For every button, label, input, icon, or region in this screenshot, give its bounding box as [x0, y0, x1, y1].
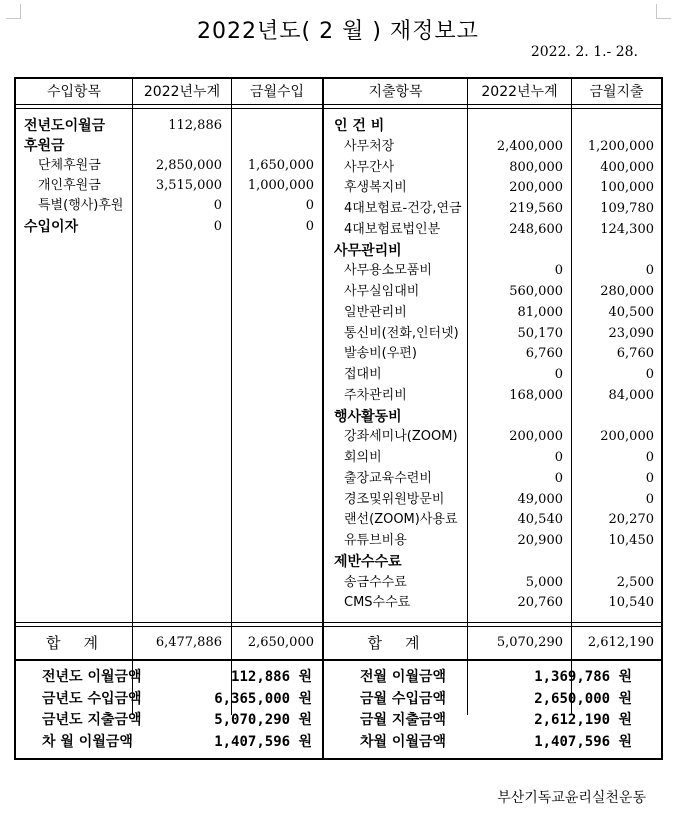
- expense-item-cumulative: 200,000: [509, 429, 563, 445]
- expense-item-cumulative: [468, 407, 563, 427]
- expense-item-month: 109,780: [600, 201, 654, 216]
- expense-item-month: 23,090: [608, 325, 654, 341]
- summary-left-value: 1,407,596 원: [214, 733, 312, 750]
- expense-item-label: 사무관리비: [334, 242, 402, 259]
- expense-item-month: 2,500: [616, 574, 654, 590]
- totals-separator: [16, 622, 661, 627]
- summary-left-value: 112,886 원: [231, 669, 312, 685]
- expense-item-label: 랜선(ZOOM)사용료: [344, 512, 458, 528]
- expense-item-label: 통신비(전화,인터넷): [344, 325, 459, 341]
- expense-item-cumulative: 200,000: [509, 180, 563, 196]
- expense-item-label: 제반수수료: [334, 553, 402, 570]
- expense-item-label: 주차관리비: [344, 387, 407, 403]
- expense-item-month: [572, 241, 654, 261]
- expense-total-cumulative: 5,070,290: [496, 635, 563, 650]
- expense-item-month: 40,500: [608, 304, 654, 320]
- income-item-cumulative: [133, 136, 222, 156]
- report-period: 2022. 2. 1.- 28.: [530, 44, 638, 60]
- income-item-month: 1,000,000: [247, 178, 314, 193]
- income-item-month: [232, 136, 314, 156]
- summary-left-label: 금년도 지출금액: [42, 712, 142, 728]
- expense-item-label: 인 건 비: [334, 118, 385, 134]
- expense-item-month: 1,200,000: [587, 138, 654, 154]
- expense-item-month: 100,000: [600, 180, 654, 196]
- summary-right-label: 금월 수입금액: [360, 690, 447, 707]
- summary-left-value: 6,365,000 원: [214, 690, 312, 707]
- expense-item-cumulative: 20,760: [517, 595, 563, 611]
- income-item-cumulative: 2,850,000: [155, 158, 222, 173]
- expense-total-label: 합 계: [367, 634, 424, 652]
- income-item-cumulative: 3,515,000: [155, 178, 222, 193]
- expense-item-label: 회의비: [344, 450, 382, 465]
- expense-item-month: [572, 116, 654, 136]
- report-title: 2022년도( 2 월 ) 재정보고: [197, 19, 479, 44]
- expense-item-month: 400,000: [600, 159, 654, 175]
- organization-name: 부산기독교윤리실천운동: [497, 790, 646, 806]
- income-item-label: 수입이자: [24, 219, 79, 235]
- expense-item-month: 84,000: [608, 387, 654, 403]
- income-item-cumulative: 0: [213, 219, 222, 234]
- expense-item-label: 강좌세미나(ZOOM): [344, 429, 458, 445]
- expense-item-month: 200,000: [600, 429, 654, 445]
- expense-item-cumulative: 0: [554, 263, 563, 279]
- expense-item-label: 사무간사: [344, 159, 395, 175]
- summary-right-value: 2,650,000 원: [534, 690, 632, 707]
- expense-item-month: 0: [645, 450, 654, 465]
- income-item-label: 특별(행사)후원: [38, 198, 124, 213]
- summary-right-label: 금월 지출금액: [360, 712, 447, 728]
- summary-left-label: 금년도 수입금액: [42, 690, 142, 707]
- expense-item-month: 0: [645, 367, 654, 382]
- expense-item-month: 0: [645, 470, 654, 486]
- expense-item-cumulative: 0: [554, 470, 563, 486]
- expense-item-label: 행사활동비: [334, 408, 402, 425]
- expense-item-label: 사무용소모품비: [344, 263, 432, 279]
- expense-item-month: 6,760: [616, 346, 654, 362]
- expense-item-cumulative: 20,900: [517, 533, 563, 548]
- expense-item-label: 일반관리비: [344, 304, 407, 320]
- income-item-cumulative: 112,886: [168, 118, 222, 133]
- expense-item-label: 경조및위원방문비: [344, 491, 445, 507]
- finance-table: [14, 77, 663, 760]
- expense-item-cumulative: 168,000: [509, 387, 563, 403]
- center-divider: [322, 79, 324, 760]
- income-item-month: 0: [305, 198, 314, 213]
- income-total-label: 합 계: [46, 634, 102, 652]
- income-item-month: [232, 116, 314, 136]
- income-item-label: 전년도이월금: [24, 118, 106, 134]
- expense-item-month: 10,450: [608, 533, 654, 548]
- expense-item-month: 10,540: [608, 595, 654, 611]
- expense-item-cumulative: [468, 552, 563, 572]
- expense-item-cumulative: 219,560: [509, 201, 563, 216]
- header-expense-item: 지출항목: [368, 84, 423, 100]
- expense-item-cumulative: 49,000: [517, 491, 563, 507]
- header-expense-cumulative: 2022년누계: [481, 84, 558, 100]
- summary-right-value: 2,612,190 원: [534, 712, 632, 728]
- expense-item-label: 사무실임대비: [344, 284, 420, 299]
- header-income-cumulative: 2022년누계: [143, 84, 221, 100]
- expense-item-cumulative: 50,170: [517, 325, 563, 341]
- expense-item-month: [572, 407, 654, 427]
- expense-item-label: 사무처장: [344, 138, 395, 154]
- expense-item-cumulative: 800,000: [509, 159, 563, 175]
- income-item-label: 개인후원금: [38, 178, 101, 193]
- expense-item-cumulative: 40,540: [517, 512, 563, 528]
- expense-item-cumulative: 0: [554, 367, 563, 382]
- expense-item-label: 송금수수료: [344, 574, 407, 590]
- income-item-label: 단체후원금: [38, 158, 101, 173]
- expense-item-month: 280,000: [600, 284, 654, 299]
- header-income-item: 수입항목: [46, 84, 102, 100]
- expense-item-label: 접대비: [344, 367, 382, 382]
- expense-item-cumulative: 5,000: [525, 574, 563, 590]
- summary-left-label: 차 월 이월금액: [42, 733, 133, 750]
- income-item-month: 1,650,000: [247, 158, 314, 173]
- summary-left-value: 5,070,290 원: [214, 712, 312, 728]
- expense-item-month: 20,270: [608, 512, 654, 528]
- header-expense-month: 금월지출: [589, 84, 644, 100]
- income-total-month: 2,650,000: [247, 635, 314, 650]
- income-item-label: 후원금: [24, 138, 65, 154]
- expense-item-label: 4대보험료법인분: [344, 221, 441, 237]
- expense-item-label: 유튜브비용: [344, 533, 407, 548]
- expense-item-label: CMS수수료: [344, 595, 411, 611]
- expense-item-label: 발송비(우편): [344, 346, 417, 362]
- expense-total-month: 2,612,190: [587, 635, 654, 650]
- expense-item-cumulative: 2,400,000: [496, 138, 563, 154]
- summary-right-label: 전월 이월금액: [360, 669, 447, 685]
- expense-item-label: 출장교육수련비: [344, 470, 432, 486]
- expense-item-month: 124,300: [600, 221, 654, 237]
- expense-item-month: [572, 552, 654, 572]
- header-income-month: 금월수입: [249, 84, 305, 100]
- expense-item-cumulative: 6,760: [525, 346, 563, 362]
- expense-item-cumulative: 81,000: [517, 304, 563, 320]
- income-item-cumulative: 0: [213, 198, 222, 213]
- summary-right-value: 1,407,596 원: [534, 733, 632, 750]
- summary-right-value: 1,369,786 원: [534, 669, 632, 685]
- expense-item-month: 0: [645, 263, 654, 279]
- summary-separator: [16, 659, 661, 661]
- income-total-cumulative: 6,477,886: [155, 635, 222, 650]
- summary-left-label: 전년도 이월금액: [42, 669, 142, 685]
- expense-item-cumulative: 0: [554, 450, 563, 465]
- expense-item-cumulative: 560,000: [509, 284, 563, 299]
- expense-item-cumulative: [468, 241, 563, 261]
- income-item-month: 0: [305, 219, 314, 234]
- expense-item-cumulative: 248,600: [509, 221, 563, 237]
- expense-item-label: 4대보험료-건강,연금: [344, 201, 462, 216]
- summary-right-label: 차월 이월금액: [360, 733, 447, 750]
- expense-item-label: 후생복지비: [344, 180, 407, 196]
- expense-item-cumulative: [468, 116, 563, 136]
- expense-item-month: 0: [645, 491, 654, 507]
